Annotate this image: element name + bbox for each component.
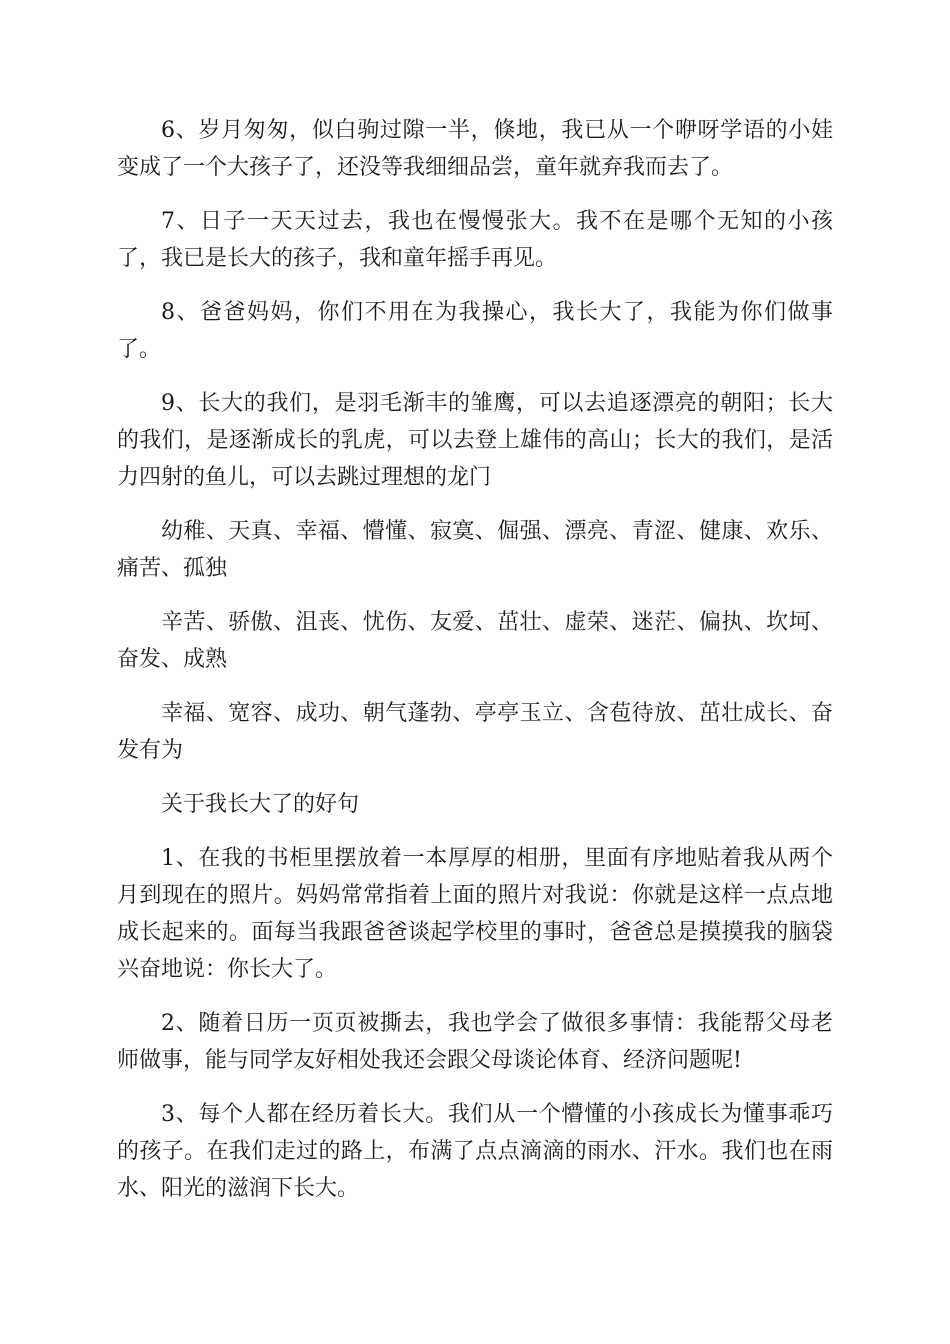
section-heading: 关于我长大了的好句 bbox=[161, 792, 360, 817]
idiom-list: 幸福、宽容、成功、朝气蓬勃、亭亭玉立、含苞待放、茁壮成长、奋发有为 bbox=[117, 701, 833, 763]
paragraph: 3、每个人都在经历着长大。我们从一个懵懂的小孩成长为懂事乖巧的孩子。在我们走过的路上，布满了点点滴滴的雨水、汗水。我们也在雨水、阳光的滋润下长大。 bbox=[117, 1102, 833, 1201]
adjective-list: 幼稚、天真、幸福、懵懂、寂寞、倔强、漂亮、青涩、健康、欢乐、痛苦、孤独 bbox=[117, 519, 833, 581]
adjective-list: 辛苦、骄傲、沮丧、忧伤、友爱、茁壮、虚荣、迷茫、偏执、坎坷、奋发、成熟 bbox=[117, 610, 833, 672]
document-body bbox=[117, 112, 833, 1224]
paragraph: 9、长大的我们，是羽毛渐丰的雏鹰，可以去追逐漂亮的朝阳；长大的我们，是逐渐成长的乳虎，可以去登上雄伟的高山；长大的我们，是活力四射的鱼儿，可以去跳过理想的龙门 bbox=[117, 391, 833, 490]
paragraph: 7、日子一天天过去，我也在慢慢张大。我不在是哪个无知的小孩了，我已是长大的孩子，我和童年摇手再见。 bbox=[117, 209, 833, 271]
paragraph: 8、爸爸妈妈，你们不用在为我操心，我长大了，我能为你们做事了。 bbox=[117, 300, 833, 362]
paragraph: 6、岁月匆匆，似白驹过隙一半，倏地，我已从一个咿呀学语的小娃变成了一个大孩子了，还没等我细细品尝，童年就弃我而去了。 bbox=[117, 118, 833, 180]
paragraph: 2、随着日历一页页被撕去，我也学会了做很多事情：我能帮父母老师做事，能与同学友好相处我还会跟父母谈论体育、经济问题呢! bbox=[117, 1011, 833, 1073]
paragraph: 1、在我的书柜里摆放着一本厚厚的相册，里面有序地贴着我从两个月到现在的照片。妈妈常常指着上面的照片对我说：你就是这样一点点地成长起来的。面每当我跟爸爸谈起学校里的事时，爸爸总是摸摸我的脑袋兴奋地说：你长大了。 bbox=[117, 846, 833, 982]
